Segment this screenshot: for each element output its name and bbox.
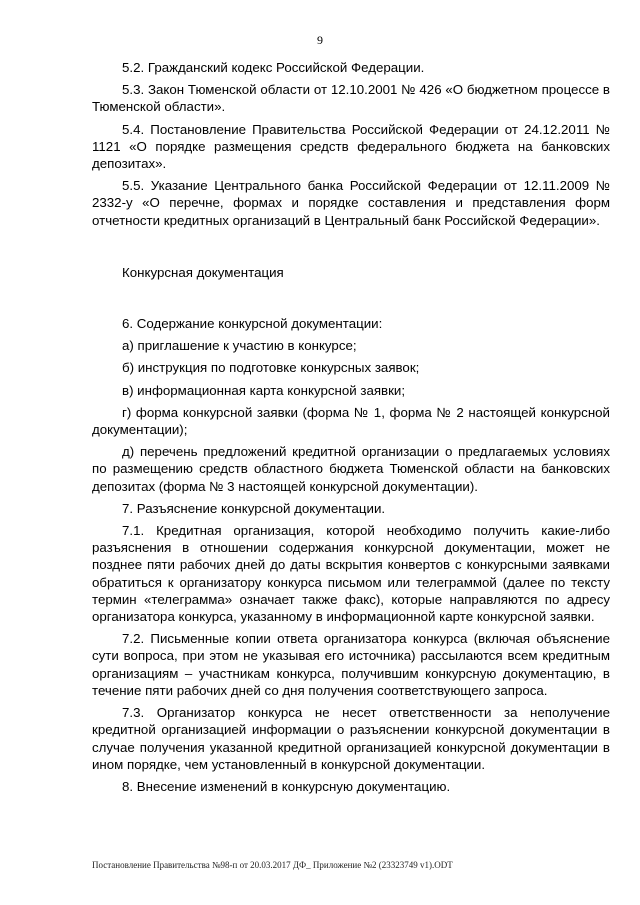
document-body (92, 59, 610, 800)
clause-7-2: 7.2. Письменные копии ответа организатора конкурса (включая объяснение сути вопроса, при этом не указывая его источника) рассылаются всем кредитным организациям – участникам конкурса, получившим конкурсную документацию, в течение пяти рабочих дней со дня получения соответствующего запроса. (92, 631, 610, 698)
clause-5-3: 5.3. Закон Тюменской области от 12.10.2001 № 426 «О бюджетном процессе в Тюменской области». (92, 82, 610, 115)
item-b: б) инструкция по подготовке конкурсных заявок; (122, 360, 420, 376)
page-number: 9 (317, 33, 323, 47)
clause-6: 6. Содержание конкурсной документации: (122, 316, 383, 332)
clause-5-5: 5.5. Указание Центрального банка Российской Федерации от 12.11.2009 № 2332-у «О перечне, формах и порядке составления и представления форм отчетности кредитных организаций в Центральный банк Российской Федерации». (92, 178, 610, 228)
item-g: г) форма конкурсной заявки (форма № 1, форма № 2 настоящей конкурсной документации); (92, 404, 610, 438)
item-v: в) информационная карта конкурсной заявки; (122, 382, 406, 398)
clause-5-4: 5.4. Постановление Правительства Российской Федерации от 24.12.2011 № 1121 «О порядке размещения средств федерального бюджета на банковских депозитах». (92, 121, 610, 172)
document-footer: Постановление Правительства №98-п от 20.03.2017 ДФ_ Приложение №2 (23323749 v1).ODT (92, 860, 453, 870)
clause-7-3: 7.3. Организатор конкурса не несет ответственности за неполучение кредитной организацией информации о разъяснении конкурсной документации в случае получения указанной кредитной организацией конкурсной документации в ином порядке, чем установленный в конкурсной документации. (92, 705, 610, 772)
clause-7-1: 7.1. Кредитная организация, которой необходимо получить какие-либо разъяснения в отношении содержания конкурсной документации, может не позднее пяти рабочих дней до даты вскрытия конвертов с конкурсными заявками обратиться к организатору конкурса письмом или телеграммой (далее по тексту термин «телеграмма» означает также факс), которые направляются по адресу организатора конкурса, указанному в информационной карте конкурсной заявки. (92, 523, 610, 625)
clause-8: 8. Внесение изменений в конкурсную документацию. (122, 778, 451, 794)
clause-5-2: 5.2. Гражданский кодекс Российской Федерации. (122, 60, 425, 75)
item-a: а) приглашение к участию в конкурсе; (122, 338, 357, 354)
clause-7: 7. Разъяснение конкурсной документации. (122, 500, 386, 516)
section-heading: Конкурсная документация (122, 264, 284, 280)
item-d: д) перечень предложений кредитной организации о предлагаемых условиях по размещению средств областного бюджета Тюменской области на банковских депозитах (форма № 3 настоящей конкурсной документации). (92, 444, 610, 494)
